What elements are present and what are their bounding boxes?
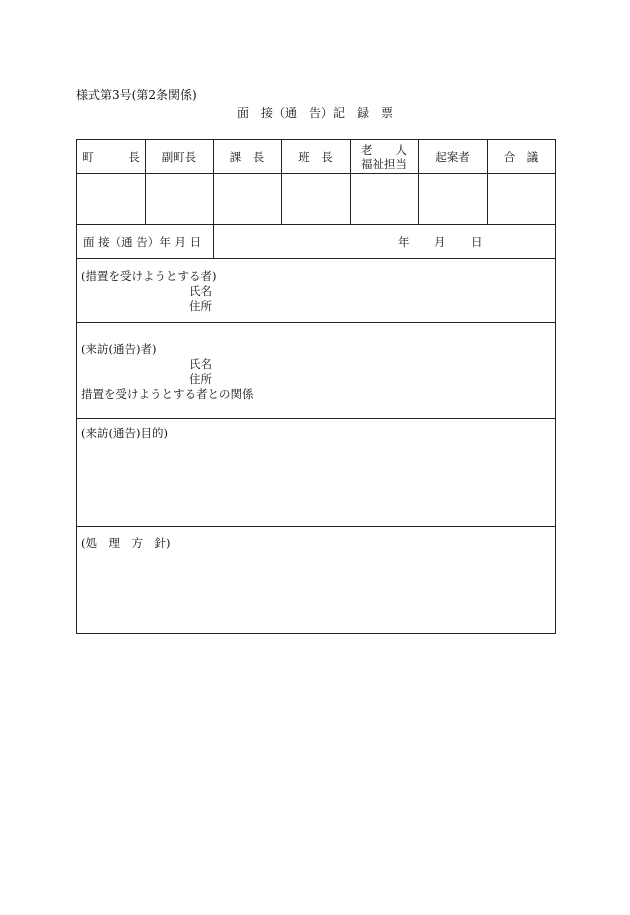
- approval-header-deputy-mayor: 副町長: [161, 150, 197, 164]
- approval-seal-box-section-chief[interactable]: [214, 175, 280, 223]
- subject-section-label: (措置を受けようとする者): [81, 269, 217, 283]
- document-title: 面 接（通 告）記 録 票: [236, 106, 393, 120]
- approval-seal-box-elderly-welfare[interactable]: [351, 175, 417, 223]
- date-month-label: 月: [434, 235, 446, 249]
- form-id: 様式第3号(第2条関係): [76, 88, 197, 102]
- visitor-address-label: 住所: [189, 372, 212, 386]
- date-field[interactable]: [214, 225, 554, 257]
- subject-address-label: 住所: [189, 299, 212, 313]
- approval-header-elderly-line1: 老 人: [361, 143, 407, 157]
- approval-header-drafter: 起案者: [435, 150, 470, 164]
- approval-seal-box-deputy-mayor[interactable]: [146, 175, 212, 223]
- approval-seal-box-consultation[interactable]: [488, 175, 554, 223]
- approval-header-elderly-line2: 福祉担当: [361, 157, 407, 171]
- subject-name-label: 氏名: [189, 284, 212, 298]
- divider: [77, 173, 555, 174]
- approval-seal-box-mayor[interactable]: [78, 175, 144, 223]
- approval-header-mayor: 町 長: [82, 150, 140, 164]
- date-year-label: 年: [398, 235, 410, 249]
- visitor-section[interactable]: [78, 323, 554, 417]
- visitor-section-label: (来訪(通告)者): [81, 342, 157, 356]
- approval-header-consultation: 合 議: [503, 150, 539, 164]
- approval-header-section-chief: 課 長: [229, 150, 265, 164]
- visitor-relation-label: 措置を受けようとする者との関係: [81, 387, 254, 401]
- approval-header-team-leader: 班 長: [298, 150, 333, 164]
- date-label: 面 接（通 告）年 月 日: [83, 235, 202, 249]
- record-form-grid: [76, 139, 556, 634]
- approval-seal-box-team-leader[interactable]: [282, 175, 349, 223]
- policy-section-label: (処 理 方 針): [81, 536, 171, 550]
- visitor-name-label: 氏名: [189, 357, 212, 371]
- date-day-label: 日: [471, 235, 483, 249]
- purpose-section-label: (来訪(通告)目的): [81, 426, 168, 440]
- approval-seal-box-drafter[interactable]: [419, 175, 486, 223]
